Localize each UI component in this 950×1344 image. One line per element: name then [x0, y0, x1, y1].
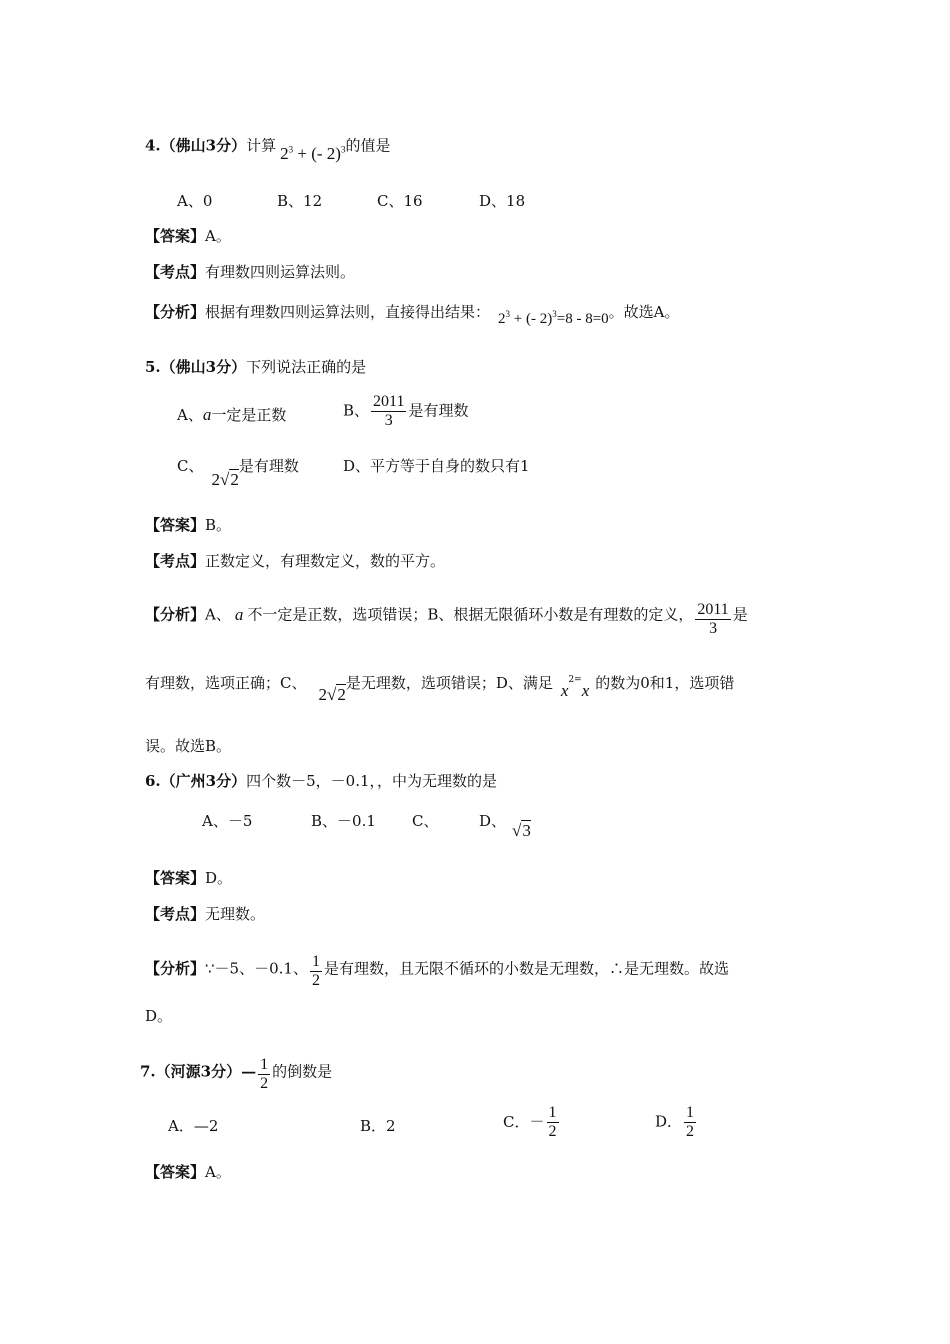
answer-label: 【答案】: [145, 227, 206, 245]
frac-num: 1: [686, 1104, 695, 1121]
analysis-end: 。故选A。: [608, 303, 680, 321]
q7-option-c-minus: －: [529, 1112, 545, 1131]
q6-option-b: B、－0.1: [311, 812, 376, 830]
q7-answer: [145, 1162, 231, 1182]
q4-answer: [145, 226, 231, 246]
q5-stem: [145, 357, 366, 377]
q7-option-c-fraction: [547, 1104, 559, 1141]
q4-option-a: A、0: [177, 192, 213, 210]
analysis-a1-text: 不一定是正数，选项错误；B、根据无限循环小数是有理数的定义，: [247, 605, 694, 624]
analysis-a1-end: 是: [732, 605, 748, 624]
q5-option-c-coef: 2: [211, 470, 220, 489]
q4-analysis-expr-c: =8 - 8=0: [556, 311, 609, 327]
q5-option-b: [343, 393, 468, 430]
frac-num: 2011: [697, 601, 729, 618]
q7-option-d-prefix: D．: [655, 1112, 683, 1131]
q5-option-a: [177, 404, 286, 425]
q4-expr-exp1: 3: [288, 144, 294, 154]
answer-label: 【答案】: [145, 516, 206, 534]
q5-analysis-line1: [145, 597, 748, 637]
q6-analysis-line2: D。: [145, 1007, 173, 1025]
q4-analysis-expr: [498, 311, 609, 327]
q4-lead: 计算: [246, 136, 277, 155]
frac-num: 1: [260, 1056, 269, 1073]
q5-analysis-line3: 误。故选B。: [145, 737, 232, 755]
q5-point: [145, 551, 445, 571]
q5-option-a-text: 一定是正数: [211, 406, 287, 424]
q5-answer: [145, 515, 231, 535]
q7-number: 7.（河源3分）: [140, 1062, 242, 1081]
q4-option-d: D、18: [479, 192, 526, 210]
analysis-a2-eq: 2=: [568, 675, 582, 685]
q6-option-a: A、－5: [202, 812, 253, 830]
analysis-a1-pre: A、: [205, 605, 231, 624]
q7-stem: [140, 1054, 332, 1091]
q4-option-b: B、12: [277, 192, 323, 210]
analysis-a2-end: 的数为0和1，选项错: [595, 674, 735, 692]
point-label: 【考点】: [145, 905, 206, 923]
frac-num: 1: [311, 953, 320, 970]
frac-den: 3: [709, 620, 718, 637]
q6-answer: [145, 868, 232, 888]
point-label: 【考点】: [145, 263, 206, 281]
q4-analysis-exp1: 3: [505, 309, 511, 319]
q4-number: 4.（佛山3分）: [145, 136, 247, 155]
analysis-label: 【分析】: [145, 605, 206, 624]
q4-expr-mid: + (- 2): [293, 143, 341, 163]
q4-analysis-expr-b: + (- 2): [510, 311, 553, 327]
frac-den: 2: [260, 1075, 269, 1092]
q5-analysis-line2: [145, 670, 735, 704]
q6-option-d-radical: √3: [512, 821, 531, 840]
frac-num: 1: [548, 1104, 557, 1121]
analysis-a1-end: 是有理数，且无限不循环的小数是无理数，∴是无理数。故选: [323, 959, 729, 978]
analysis-text: 根据有理数四则运算法则，直接得出结果：: [205, 303, 491, 321]
analysis-a2-mid: 是无理数，选项错误；D、满足: [345, 674, 553, 692]
point-text: 有理数四则运算法则。: [205, 263, 356, 281]
frac-num: 2011: [373, 393, 405, 410]
answer-label: 【答案】: [145, 1163, 206, 1181]
q5-option-c: [177, 455, 299, 489]
analysis-a1-var: a: [234, 604, 244, 624]
q6-number: 6.（广州3分）: [145, 772, 247, 790]
q7-stem-text: 的倒数是: [272, 1062, 333, 1081]
analysis-label: 【分析】: [145, 959, 206, 978]
analysis-a1-pre: ∵－5、－0.1、: [205, 959, 308, 978]
q7-option-c-prefix: C．: [503, 1112, 530, 1131]
answer-label: 【答案】: [145, 869, 206, 887]
q6-option-d-rad: 3: [522, 821, 531, 840]
q5-option-c-prefix: C、: [177, 457, 204, 475]
q7-option-d-fraction: [684, 1104, 696, 1141]
q5-option-b-prefix: B、: [343, 401, 370, 420]
analysis-a2-rad: 2: [337, 685, 346, 704]
q6-analysis-fraction: [310, 953, 322, 990]
frac-den: 2: [311, 972, 320, 989]
q4-expression: [280, 144, 345, 163]
q5-analysis-fraction: [695, 601, 730, 638]
analysis-label: 【分析】: [145, 303, 206, 321]
q6-option-c: C、: [412, 812, 439, 830]
q7-option-b: B．2: [360, 1117, 396, 1135]
frac-den: 2: [686, 1123, 695, 1140]
q4-expr-exp2: 3: [340, 144, 346, 154]
point-label: 【考点】: [145, 552, 206, 570]
point-text: 无理数。: [205, 905, 266, 923]
q4-option-c: C、16: [377, 192, 423, 210]
q4-analysis-expr-a: 2: [498, 311, 506, 327]
q5-option-c-rad: 2: [230, 470, 239, 489]
q7-option-d: [655, 1104, 698, 1141]
q4-stem: [145, 131, 391, 163]
answer-text: D。: [205, 869, 233, 887]
frac-den: 2: [548, 1123, 557, 1140]
q4-analysis-exp2: 3: [552, 309, 557, 319]
q4-expr-base: 2: [280, 143, 289, 163]
q6-stem: [145, 771, 497, 791]
q7-option-c: [503, 1104, 561, 1141]
q5-option-c-radical: 2√2: [211, 470, 239, 489]
frac-den: 3: [384, 412, 393, 429]
point-text: 正数定义，有理数定义，数的平方。: [205, 552, 446, 570]
analysis-a2-pre: 有理数，选项正确；C、: [145, 674, 307, 692]
answer-text: A。: [205, 1163, 231, 1181]
q7-minus: —: [241, 1062, 257, 1081]
analysis-a2-x1: x: [560, 681, 569, 700]
q5-option-b-fraction: [371, 393, 406, 430]
q4-tail: 的值是: [345, 136, 391, 155]
q4-analysis: [145, 298, 680, 327]
q6-option-d-prefix: D、: [479, 812, 507, 830]
q6-analysis-line1: [145, 951, 729, 988]
q6-option-d: [479, 810, 531, 840]
q7-fraction: [258, 1056, 270, 1093]
analysis-a2-coef: 2: [318, 685, 327, 704]
answer-text: B。: [205, 516, 232, 534]
q5-number: 5.（佛山3分）: [145, 358, 247, 376]
q5-option-b-text: 是有理数: [408, 401, 469, 420]
q6-point: [145, 904, 265, 924]
q5-option-d: D、平方等于自身的数只有1: [343, 457, 530, 475]
q5-option-a-var: a: [202, 405, 212, 424]
q5-analysis-radical: 2√2: [318, 685, 346, 704]
q4-point: [145, 262, 355, 282]
q5-option-a-prefix: A、: [177, 406, 203, 424]
q5-option-c-text: 是有理数: [238, 457, 299, 475]
analysis-a2-x2: x: [581, 681, 590, 700]
q5-stem-text: 下列说法正确的是: [246, 358, 367, 376]
q7-option-a: A．—2: [168, 1117, 219, 1135]
q6-stem-text: 四个数－5，－0.1，，中为无理数的是: [246, 772, 498, 790]
answer-text: A。: [205, 227, 231, 245]
